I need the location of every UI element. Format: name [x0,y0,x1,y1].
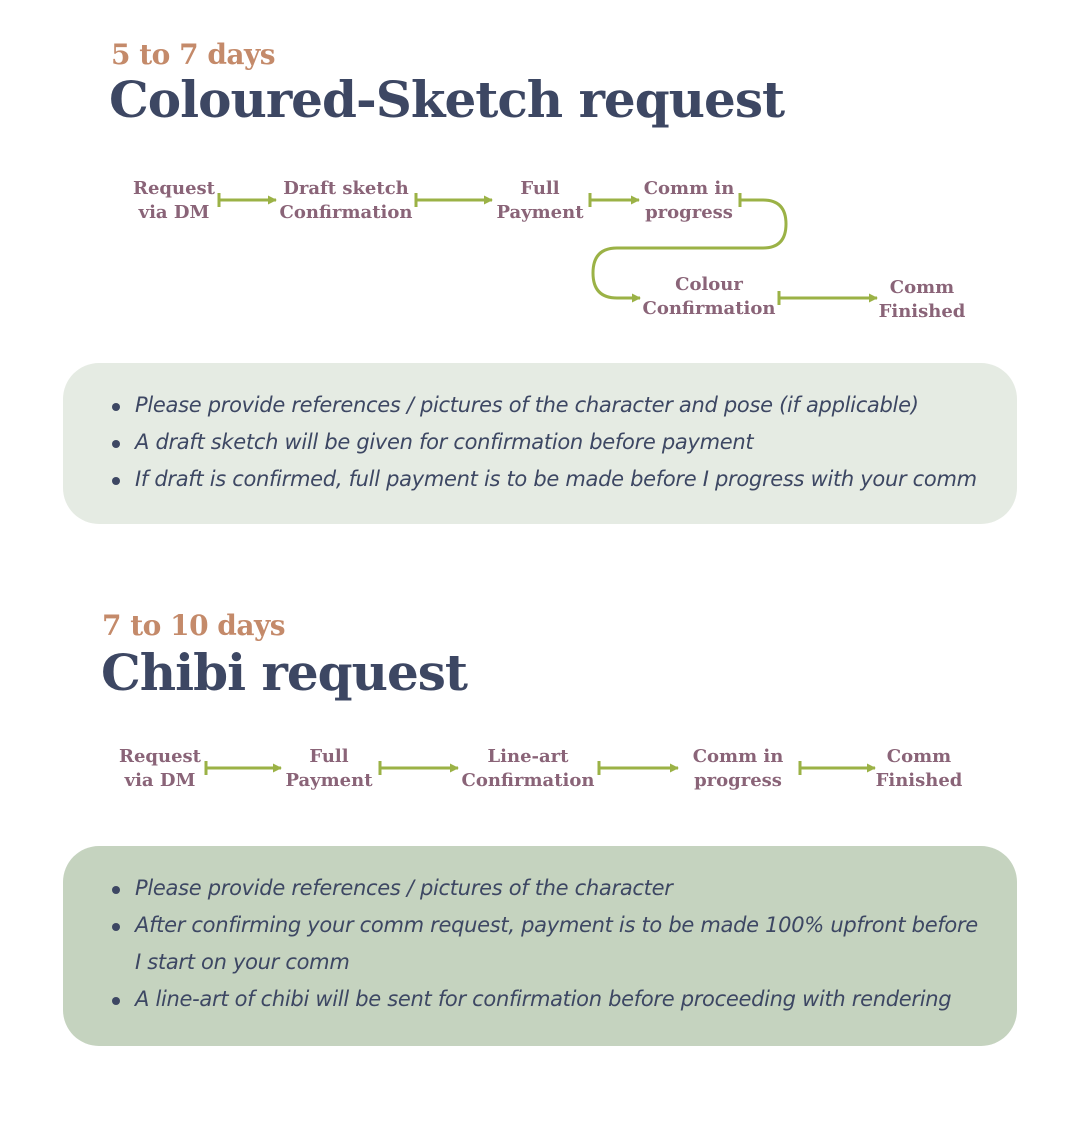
s2-note: After confirming your comm request, payment is to be made 100% upfront before I start on your comm [110,907,987,981]
s2-step-line-art: Line-art Confirmation [461,746,595,791]
s1-note: If draft is confirmed, full payment is to be made before I progress with your comm [110,461,1017,498]
section1-duration: 5 to 7 days [111,38,276,71]
s2-step-request: Request via DM [119,746,201,791]
s1-step-comm-finished: Comm Finished [878,277,966,322]
s1-step-comm-in-progress: Comm in progress [643,178,735,223]
s1-step-full-payment: Full Payment [496,178,584,223]
s1-note: A draft sketch will be given for confirmation before payment [110,424,1017,461]
s2-note: A line-art of chibi will be sent for confirmation before proceeding with rendering [110,981,987,1018]
s2-step-full-payment: Full Payment [285,746,373,791]
s1-step-draft-sketch: Draft sketch Confirmation [279,178,413,223]
s2-step-comm-finished: Comm Finished [875,746,963,791]
section2-title: Chibi request [101,643,468,702]
s1-step-request: Request via DM [133,178,215,223]
s2-step-comm-in-progress: Comm in progress [692,746,784,791]
s1-step-colour-confirmation: Colour Confirmation [642,274,776,319]
s1-note: Please provide references / pictures of the character and pose (if applicable) [110,387,1017,424]
section1-title: Coloured-Sketch request [109,70,785,129]
s2-note: Please provide references / pictures of the character [110,870,987,907]
section2-notes-box [63,846,1017,1046]
section2-duration: 7 to 10 days [102,609,286,642]
